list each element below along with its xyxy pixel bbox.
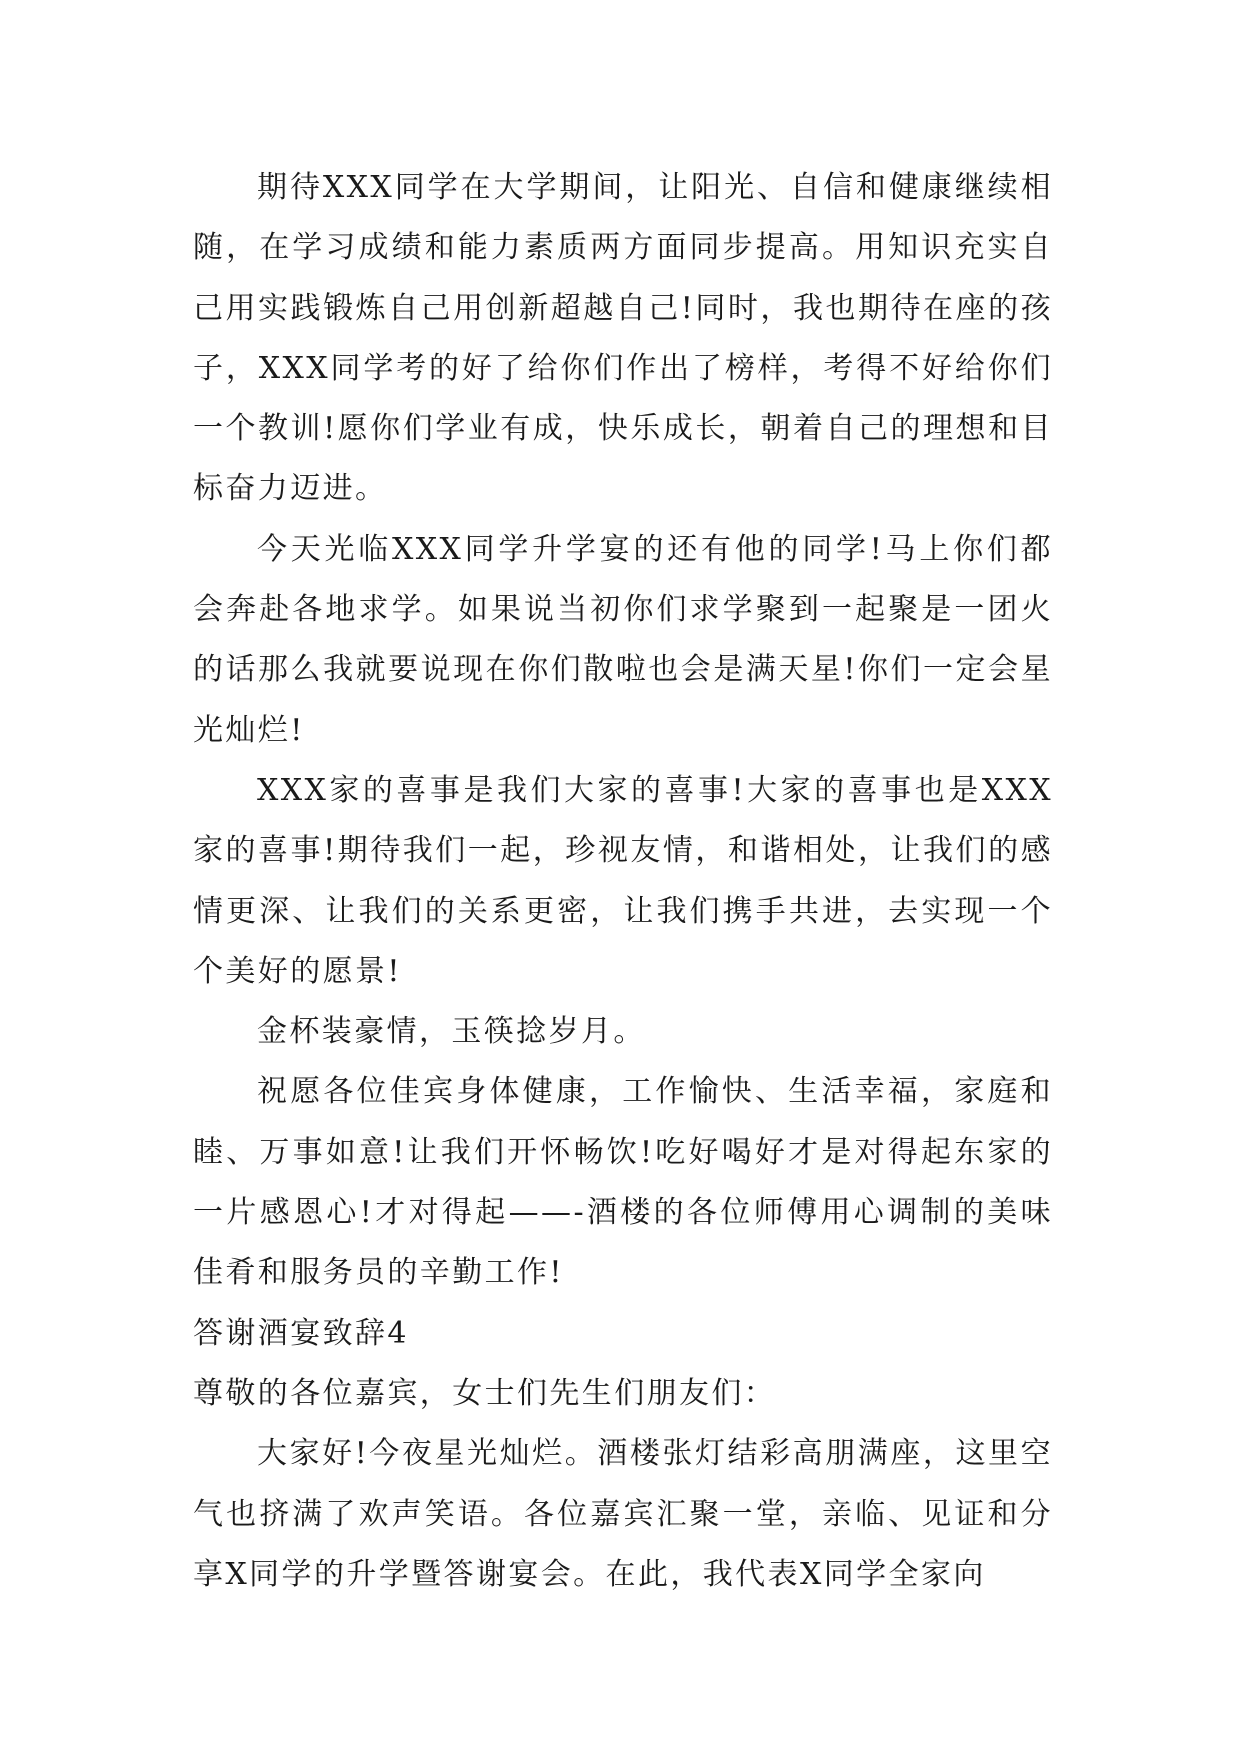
paragraph-6: 大家好!今夜星光灿烂。酒楼张灯结彩高朋满座，这里空气也挤满了欢声笑语。各位嘉宾汇聚一堂，亲临、见证和分享X同学的升学暨答谢宴会。在此，我代表X同学全家向 xyxy=(193,1436,1053,1592)
document-body xyxy=(193,158,1053,1605)
section-heading: 答谢酒宴致辞4 xyxy=(193,1315,409,1351)
paragraph-5: 祝愿各位佳宾身体健康，工作愉快、生活幸福，家庭和睦、万事如意!让我们开怀畅饮!吃好喝好才是对得起东家的一片感恩心!才对得起——-酒楼的各位师傅用心调制的美味佳肴和服务员的辛勤工作! xyxy=(193,1074,1053,1291)
paragraph-2: 今天光临XXX同学升学宴的还有他的同学!马上你们都会奔赴各地求学。如果说当初你们求学聚到一起聚是一团火的话那么我就要说现在你们散啦也会是满天星!你们一定会星光灿烂! xyxy=(193,531,1053,748)
salutation: 尊敬的各位嘉宾，女士们先生们朋友们： xyxy=(193,1375,777,1411)
paragraph-1: 期待XXX同学在大学期间，让阳光、自信和健康继续相随，在学习成绩和能力素质两方面同步提高。用知识充实自己用实践锻炼自己用创新超越自己!同时，我也期待在座的孩子，XXX同学考的好了给你们作出了榜样，考得不好给你们一个教训!愿你们学业有成，快乐成长，朝着自己的理想和目标奋力迈进。 xyxy=(193,170,1053,507)
paragraph-4: 金杯装豪情，玉筷捻岁月。 xyxy=(257,1014,646,1050)
paragraph-3: XXX家的喜事是我们大家的喜事!大家的喜事也是XXX家的喜事!期待我们一起，珍视友情，和谐相处，让我们的感情更深、让我们的关系更密，让我们携手共进，去实现一个个美好的愿景! xyxy=(193,772,1053,989)
